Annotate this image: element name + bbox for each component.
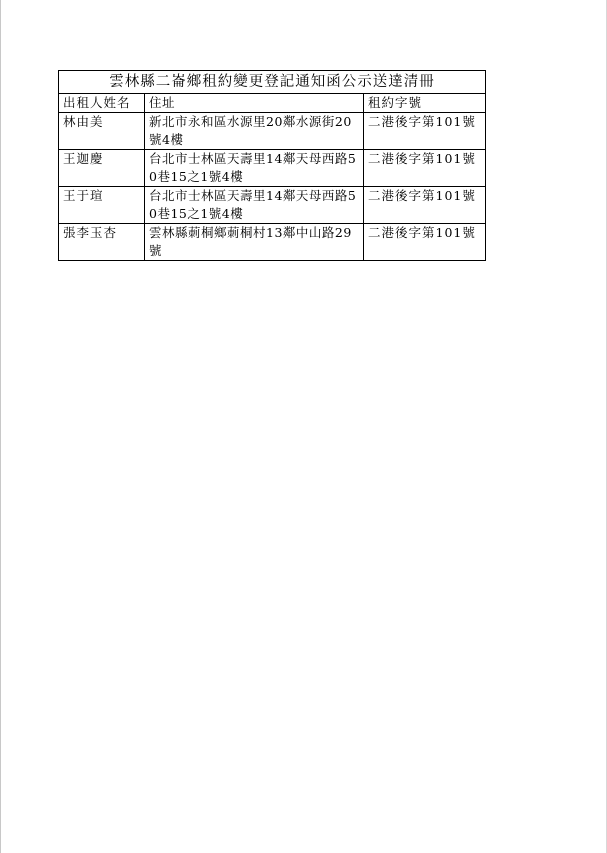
lease-number: 二港後字第101號 bbox=[364, 150, 486, 187]
lessor-address: 新北市永和區水源里20鄰水源街20號4樓 bbox=[145, 113, 364, 150]
lessor-address: 台北市士林區天壽里14鄰天母西路50巷15之1號4樓 bbox=[145, 187, 364, 224]
table-row bbox=[59, 187, 486, 224]
document-title: 雲林縣二崙鄉租約變更登記通知函公示送達清冊 bbox=[59, 71, 486, 94]
table-row bbox=[59, 113, 486, 150]
page-edge-left bbox=[0, 0, 1, 853]
lessor-name: 王于瑄 bbox=[59, 187, 145, 224]
lessor-address: 台北市士林區天壽里14鄰天母西路50巷15之1號4樓 bbox=[145, 150, 364, 187]
header-row bbox=[59, 94, 486, 113]
header-lessor-name: 出租人姓名 bbox=[59, 94, 145, 113]
lease-number: 二港後字第101號 bbox=[364, 187, 486, 224]
title-row bbox=[59, 71, 486, 94]
table-row bbox=[59, 224, 486, 261]
lessor-name: 張李玉杏 bbox=[59, 224, 145, 261]
header-lease-number: 租約字號 bbox=[364, 94, 486, 113]
lessor-name: 王迦慶 bbox=[59, 150, 145, 187]
header-address: 住址 bbox=[145, 94, 364, 113]
table-row bbox=[59, 150, 486, 187]
service-list-table bbox=[58, 70, 486, 261]
lease-number: 二港後字第101號 bbox=[364, 113, 486, 150]
lessor-address: 雲林縣莿桐鄉莿桐村13鄰中山路29號 bbox=[145, 224, 364, 261]
lease-number: 二港後字第101號 bbox=[364, 224, 486, 261]
lessor-name: 林由美 bbox=[59, 113, 145, 150]
